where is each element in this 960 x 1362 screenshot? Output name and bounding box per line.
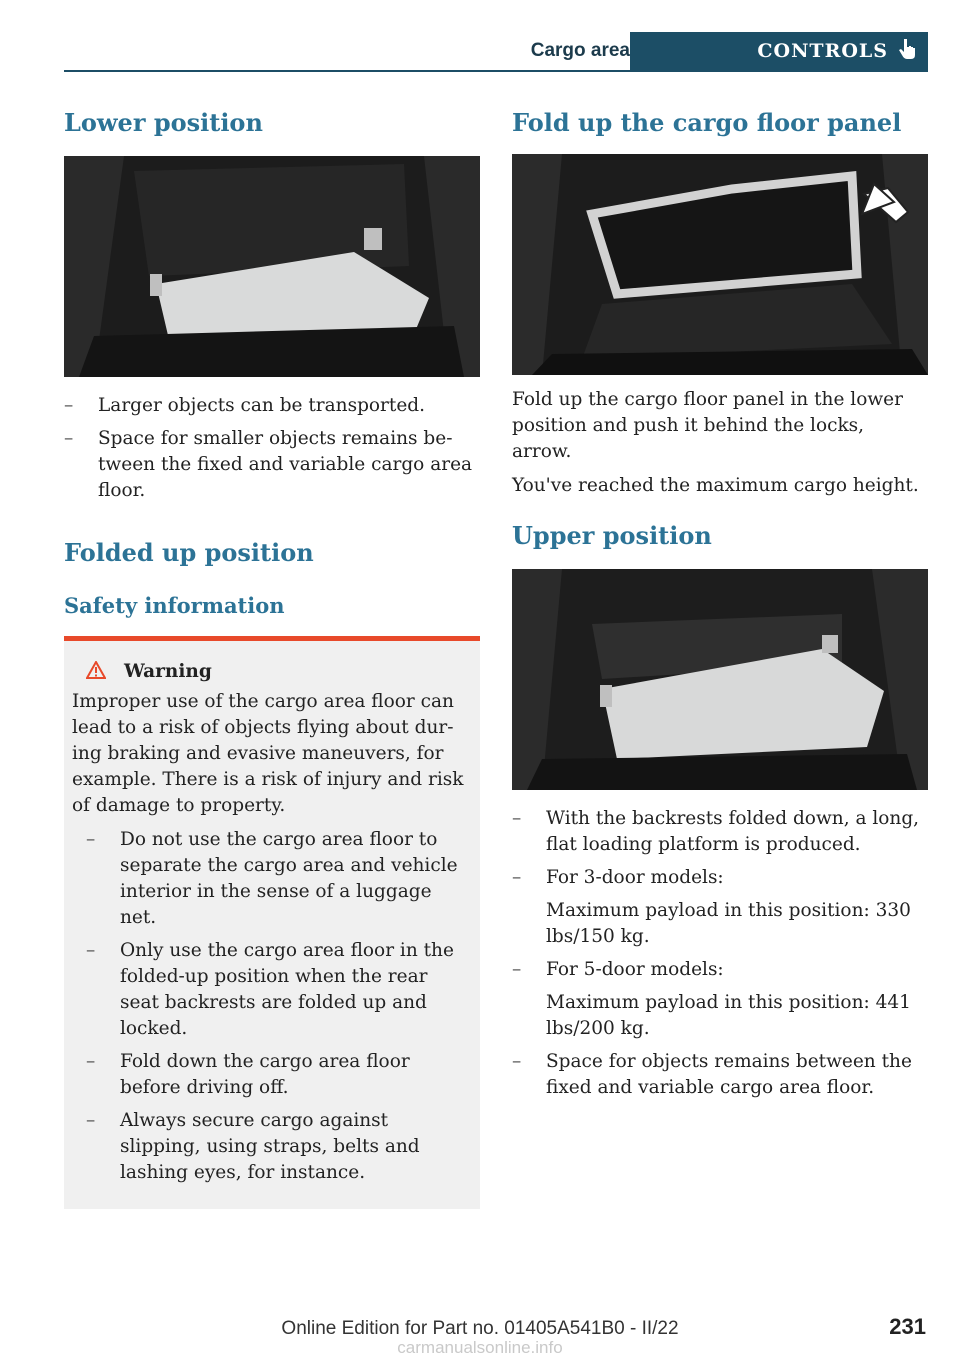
fold-up-heading: Fold up the cargo floor panel bbox=[512, 108, 902, 137]
section-title: Cargo area bbox=[530, 40, 630, 61]
list-item: – Do not use the cargo area floor to separate the cargo area and vehicle interior in the sense of a luggage net. bbox=[86, 829, 458, 928]
lower-position-heading: Lower position bbox=[64, 108, 263, 137]
left-column bbox=[64, 108, 480, 1209]
safety-information-heading: Safety information bbox=[64, 593, 285, 618]
page-number: 231 bbox=[889, 1314, 926, 1339]
warning-list bbox=[72, 827, 472, 1186]
warning-triangle-icon bbox=[86, 661, 124, 683]
folded-up-heading: Folded up position bbox=[64, 538, 314, 567]
lower-position-photo bbox=[64, 156, 480, 377]
upper-position-list bbox=[512, 806, 928, 1101]
lower-position-list bbox=[64, 393, 480, 504]
list-item: – With the backrests folded down, a long, flat loading platform is produced. bbox=[512, 808, 920, 855]
list-item: – For 3-door models: Maximum payload in this position: 330 lbs/150 kg. bbox=[512, 867, 911, 947]
list-item: – Space for objects remains between the fixed and variable cargo area floor. bbox=[512, 1051, 912, 1098]
list-item: – For 5-door models: Maximum payload in this position: 441 lbs/200 kg. bbox=[512, 959, 911, 1039]
upper-position-heading: Upper position bbox=[512, 521, 712, 550]
edition-footer: Online Edition for Part no. 01405A541B0 - II/22 bbox=[281, 1318, 679, 1339]
right-column bbox=[512, 108, 928, 1108]
warning-intro: Improper use of the cargo area floor can lead to a risk of objects flying about dur-ing braking and evasive maneuvers, for example. There is a risk of injury and risk of damage to property. bbox=[72, 691, 464, 816]
warning-box bbox=[64, 636, 480, 1209]
header-rule bbox=[64, 70, 928, 72]
warning-header bbox=[72, 659, 472, 685]
chapter-tab bbox=[630, 32, 928, 70]
list-item: – Space for smaller objects remains be-tween the fixed and variable cargo area floor. bbox=[64, 428, 473, 501]
watermark: carmanualsonline.info bbox=[397, 1338, 563, 1357]
warning-title: Warning bbox=[124, 661, 212, 682]
pointing-hand-icon bbox=[898, 38, 916, 64]
fold-up-paragraph: Fold up the cargo floor panel in the lower position and push it behind the locks, arrow. bbox=[512, 389, 903, 462]
list-item: – Fold down the cargo area floor before driving off. bbox=[86, 1051, 410, 1098]
list-item: – Only use the cargo area floor in the folded-up position when the rear seat backrests are folded up and locked. bbox=[86, 940, 454, 1039]
max-height-paragraph: You've reached the maximum cargo height. bbox=[512, 475, 919, 496]
list-item: – Always secure cargo against slipping, using straps, belts and lashing eyes, for instance. bbox=[86, 1110, 420, 1183]
chapter-title: CONTROLS bbox=[757, 40, 888, 62]
upper-position-photo bbox=[512, 569, 928, 790]
fold-up-photo bbox=[512, 154, 928, 375]
list-item: – Larger objects can be transported. bbox=[64, 395, 426, 416]
